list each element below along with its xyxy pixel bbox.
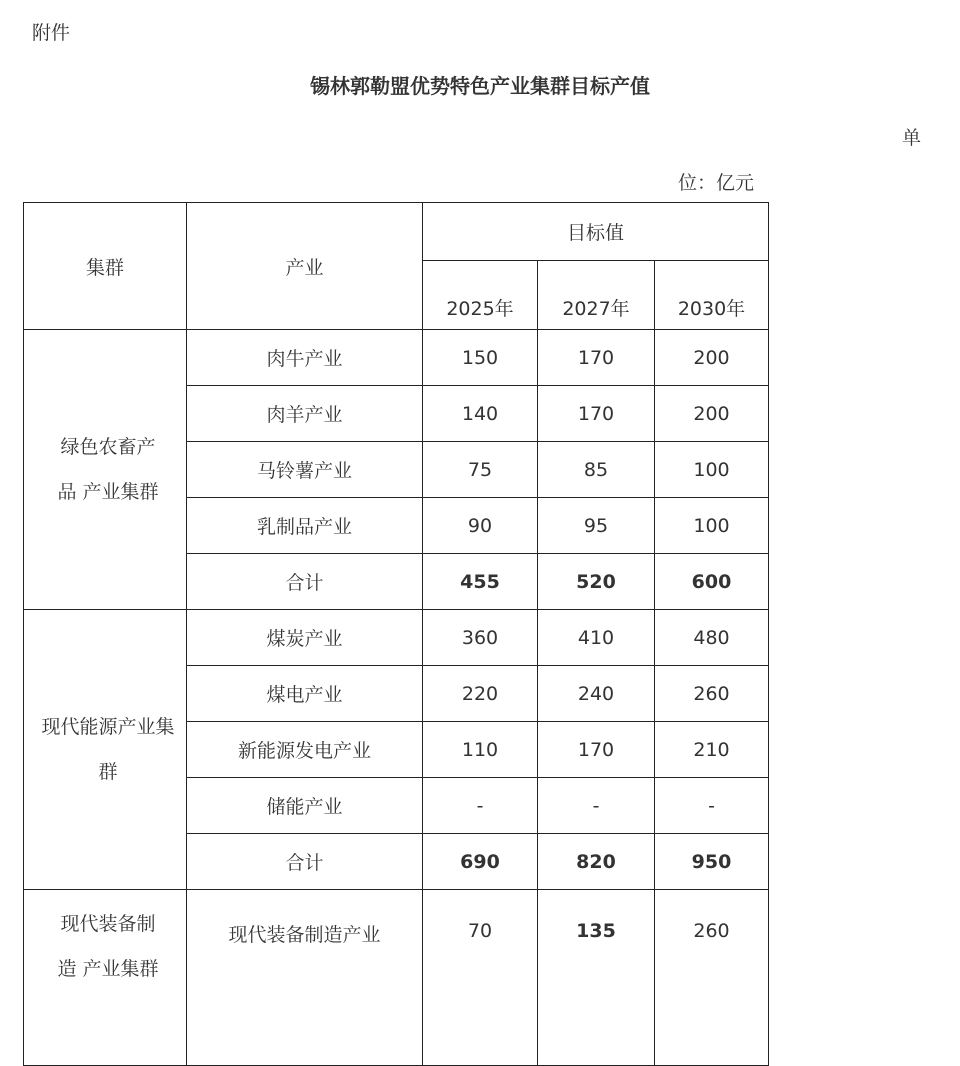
subtotal-value: 455	[423, 554, 538, 610]
industry-cell: 储能产业	[187, 778, 423, 834]
value-cell: 210	[655, 722, 769, 778]
target-output-table	[23, 202, 769, 1066]
subtotal-value: 950	[655, 834, 769, 890]
value-cell: 240	[538, 666, 655, 722]
value-cell: -	[655, 778, 769, 834]
value-cell: 85	[538, 442, 655, 498]
header-industry: 产业	[187, 203, 423, 330]
value-cell: -	[538, 778, 655, 834]
cluster-cell: 现代装备制造 产业集群	[24, 890, 187, 1066]
value-cell: 110	[423, 722, 538, 778]
subtotal-value: 520	[538, 554, 655, 610]
cluster-cell: 绿色农畜产品 产业集群	[24, 330, 187, 610]
table-row	[24, 890, 769, 1066]
value-cell: 170	[538, 722, 655, 778]
value-cell: 360	[423, 610, 538, 666]
header-year-2027: 2027年	[538, 261, 655, 330]
header-target: 目标值	[423, 203, 769, 261]
document-title: 锡林郭勒盟优势特色产业集群目标产值	[310, 74, 650, 98]
header-year-2025: 2025年	[423, 261, 538, 330]
value-cell: 90	[423, 498, 538, 554]
industry-cell: 乳制品产业	[187, 498, 423, 554]
subtotal-value: 690	[423, 834, 538, 890]
value-cell: 170	[538, 386, 655, 442]
unit-label-part1: 单	[902, 127, 922, 149]
attachment-label: 附件	[32, 22, 71, 44]
industry-cell: 现代装备制造产业	[187, 890, 423, 1066]
value-cell: 70	[423, 890, 538, 1066]
subtotal-value: 820	[538, 834, 655, 890]
industry-cell: 合计	[187, 554, 423, 610]
industry-cell: 合计	[187, 834, 423, 890]
value-cell: 100	[655, 498, 769, 554]
industry-cell: 肉牛产业	[187, 330, 423, 386]
value-cell: 410	[538, 610, 655, 666]
industry-cell: 煤炭产业	[187, 610, 423, 666]
value-cell: 140	[423, 386, 538, 442]
value-cell: 75	[423, 442, 538, 498]
table-row	[24, 330, 769, 386]
industry-cell: 煤电产业	[187, 666, 423, 722]
value-cell: 150	[423, 330, 538, 386]
value-cell: 260	[655, 666, 769, 722]
value-cell: 95	[538, 498, 655, 554]
value-cell: 100	[655, 442, 769, 498]
value-cell: 170	[538, 330, 655, 386]
industry-cell: 肉羊产业	[187, 386, 423, 442]
value-cell: 220	[423, 666, 538, 722]
cluster-cell: 现代能源产业集群	[24, 610, 187, 890]
header-cluster: 集群	[24, 203, 187, 330]
value-cell: 200	[655, 330, 769, 386]
subtotal-value: 600	[655, 554, 769, 610]
header-year-2030: 2030年	[655, 261, 769, 330]
industry-cell: 新能源发电产业	[187, 722, 423, 778]
value-cell: 260	[655, 890, 769, 1066]
unit-label-part2: 位：亿元	[678, 172, 755, 194]
value-cell: -	[423, 778, 538, 834]
header-row	[24, 203, 769, 261]
industry-cell: 马铃薯产业	[187, 442, 423, 498]
value-cell: 480	[655, 610, 769, 666]
value-cell: 135	[538, 890, 655, 1066]
value-cell: 200	[655, 386, 769, 442]
table-row	[24, 610, 769, 666]
